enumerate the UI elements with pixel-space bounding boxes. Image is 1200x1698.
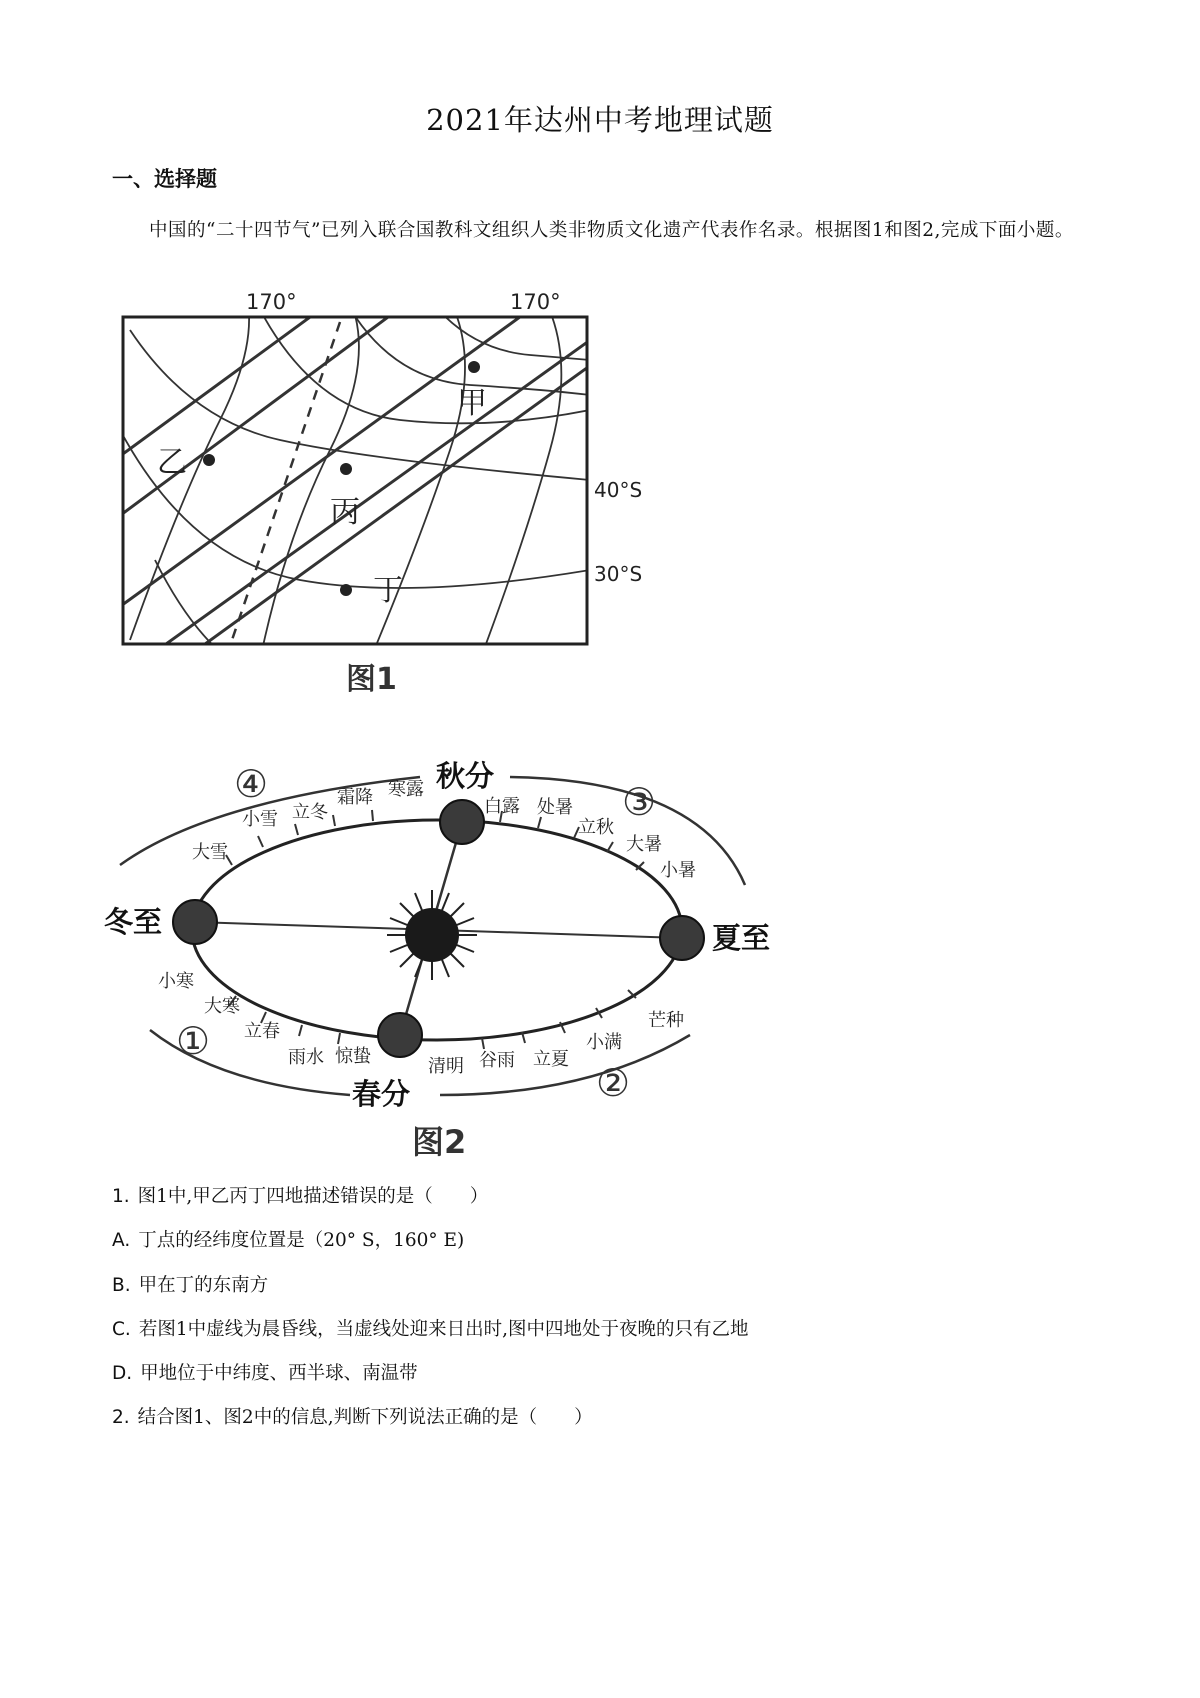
earth-summer-solstice-icon (660, 916, 704, 960)
figure-2-caption: 图2 (412, 1123, 467, 1161)
term-xiaoxue: 小雪 (242, 809, 278, 830)
question-2-number: 2. (112, 1407, 130, 1428)
lon-label-left: 170° (246, 290, 297, 314)
figure-1-caption: 图1 (346, 662, 397, 697)
quadrant-2: ② (596, 1061, 631, 1105)
term-lidong: 立冬 (292, 802, 328, 823)
option-text: 甲地位于中纬度、西半球、南温带 (140, 1363, 418, 1384)
term-liqiu: 立秋 (578, 817, 614, 838)
question-1-option-b[interactable] (112, 1271, 268, 1297)
term-xiaoman: 小满 (586, 1032, 622, 1053)
quadrant-4: ④ (234, 762, 269, 806)
term-lixia: 立夏 (533, 1049, 569, 1070)
term-xiaohan: 小寒 (158, 971, 194, 992)
term-daxue: 大雪 (192, 842, 228, 863)
term-jingzhe: 惊蛰 (335, 1046, 371, 1067)
question-1-number: 1. (112, 1186, 130, 1207)
term-hanlu: 寒露 (388, 779, 424, 800)
option-text: 若图1中虚线为晨昏线，当虚线处迎来日出时,图中四地处于夜晚的只有乙地 (138, 1319, 749, 1340)
sun-icon (387, 890, 477, 980)
quadrant-1: ① (176, 1019, 211, 1063)
question-2-stem (112, 1403, 593, 1429)
quadrant-3: ③ (622, 780, 657, 824)
term-summer-solstice: 夏至 (712, 921, 771, 955)
term-winter-solstice: 冬至 (104, 905, 163, 939)
question-1-option-c[interactable] (112, 1315, 748, 1341)
question-1-text: 图1中,甲乙丙丁四地描述错误的是（ ） (137, 1186, 489, 1207)
section-heading: 一、选择题 (112, 167, 217, 191)
lon-label-right: 170° (510, 290, 561, 314)
lat-label-30s: 30°S (594, 562, 643, 586)
question-1-option-a[interactable] (112, 1226, 464, 1252)
term-lichun: 立春 (244, 1021, 280, 1042)
question-1-option-d[interactable] (112, 1359, 418, 1385)
term-xiaoshu: 小暑 (660, 860, 696, 881)
term-guyu: 谷雨 (479, 1050, 515, 1071)
term-dahan: 大寒 (204, 996, 240, 1017)
option-label: C. (112, 1319, 131, 1340)
intro-paragraph: 中国的“二十四节气”已列入联合国教科文组织人类非物质文化遗产代表作名录。根据图1和图2,完成下面小题。 (149, 220, 1074, 241)
label-jia: 甲 (457, 386, 487, 421)
question-1-stem (112, 1182, 488, 1208)
lat-label-40s: 40°S (594, 478, 643, 502)
term-dashu: 大暑 (626, 834, 662, 855)
label-ding: 丁 (373, 573, 403, 608)
option-label: B. (112, 1275, 131, 1296)
option-text: 甲在丁的东南方 (138, 1275, 269, 1296)
earth-spring-equinox-icon (378, 1013, 422, 1057)
question-2-text: 结合图1、图2中的信息,判断下列说法正确的是（ ） (137, 1407, 593, 1428)
term-autumn-equinox: 秋分 (436, 759, 495, 793)
earth-winter-solstice-icon (173, 900, 217, 944)
term-qingming: 清明 (428, 1056, 464, 1077)
option-label: A. (112, 1230, 131, 1251)
term-mangzhong: 芒种 (648, 1010, 684, 1031)
term-yushui: 雨水 (288, 1047, 324, 1068)
label-yi: 乙 (157, 445, 187, 480)
term-chushu: 处暑 (537, 797, 573, 818)
document-title: 2021年达州中考地理试题 (426, 103, 774, 137)
term-spring-equinox: 春分 (352, 1077, 411, 1111)
term-bailu: 白露 (484, 796, 520, 817)
earth-autumn-equinox-icon (440, 800, 484, 844)
term-shuangjiang: 霜降 (337, 787, 373, 808)
label-bing: 丙 (330, 495, 360, 530)
option-text: 丁点的经纬度位置是（20° S，160° E) (138, 1230, 465, 1251)
option-label: D. (112, 1363, 133, 1384)
